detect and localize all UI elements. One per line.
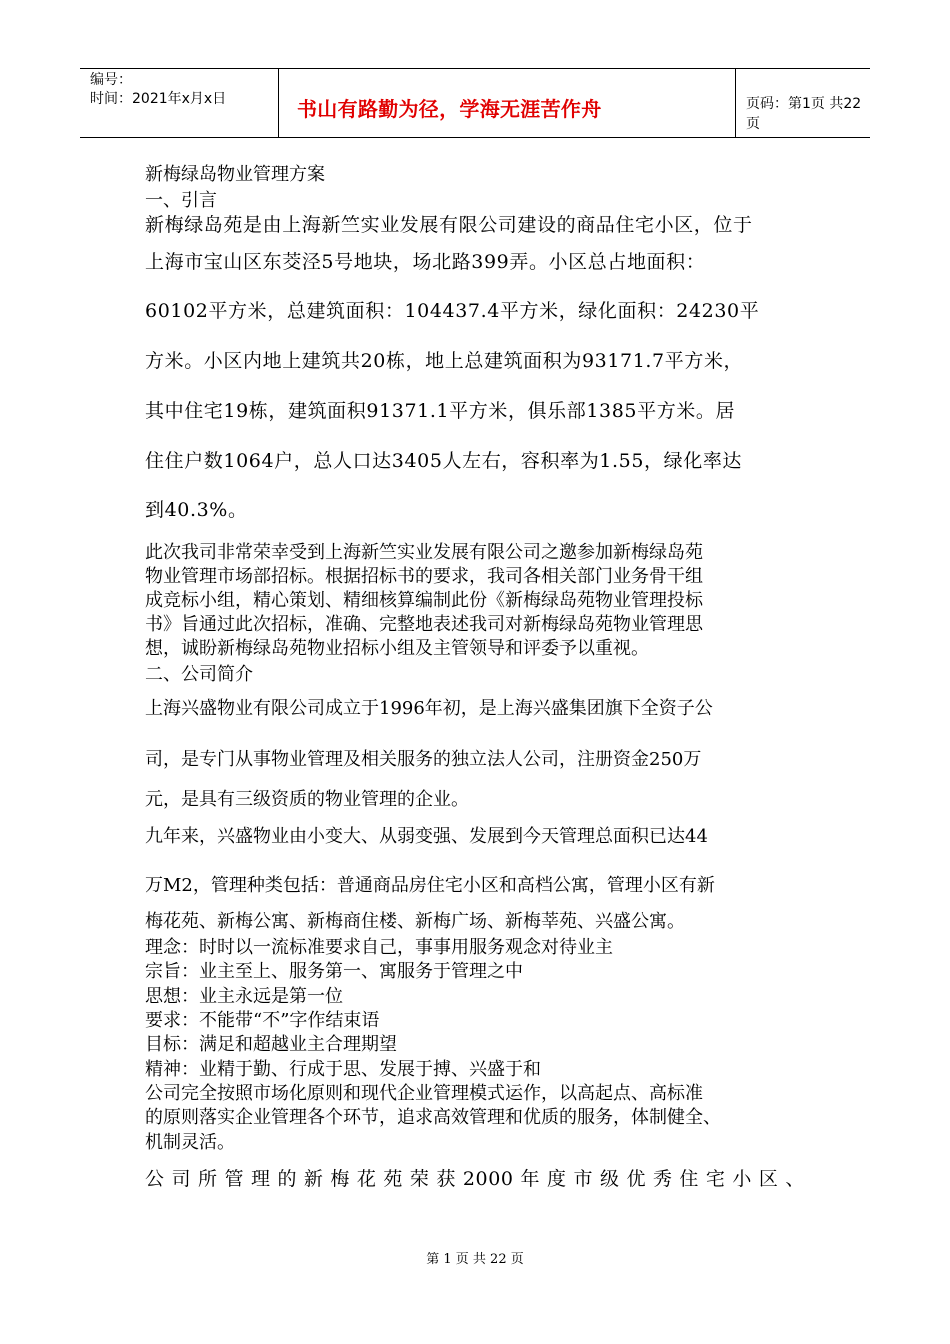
text-line: 上海兴盛物业有限公司成立于1996年初，是上海兴盛集团旗下全资子公 xyxy=(145,698,713,719)
text-line: 目标：满足和超越业主合理期望 xyxy=(145,1034,397,1055)
text-line: 的原则落实企业管理各个环节，追求高效管理和优质的服务，体制健全、 xyxy=(145,1107,721,1128)
text-line: 此次我司非常荣幸受到上海新竺实业发展有限公司之邀参加新梅绿岛苑 xyxy=(145,542,703,563)
motto: 书山有路勤为径，学海无涯苦作舟 xyxy=(297,97,602,121)
text-line: 梅花苑、新梅公寓、新梅商住楼、新梅广场、新梅莘苑、兴盛公寓。 xyxy=(145,911,685,932)
text-line: 物业管理市场部招标。根据招标书的要求，我司各相关部门业务骨干组 xyxy=(145,566,703,587)
text-line: 新梅绿岛苑是由上海新竺实业发展有限公司建设的商品住宅小区，位于 xyxy=(145,214,753,236)
text-line: 方米。小区内地上建筑共20栋，地上总建筑面积为93171.7平方米， xyxy=(145,350,744,372)
number-label: 编号： xyxy=(90,72,132,88)
text-line: 万M2，管理种类包括：普通商品房住宅小区和高档公寓，管理小区有新 xyxy=(145,875,715,896)
text-line: 成竞标小组，精心策划、精细核算编制此份《新梅绿岛苑物业管理投标 xyxy=(145,590,703,611)
text-line: 要求：不能带“不”字作结束语 xyxy=(145,1010,380,1031)
doc-title: 新梅绿岛物业管理方案 xyxy=(145,164,325,185)
section-heading: 一、引言 xyxy=(145,190,217,211)
section-heading: 二、公司简介 xyxy=(145,664,253,685)
text-line: 理念：时时以一流标准要求自己，事事用服务观念对待业主 xyxy=(145,937,613,958)
text-line: 元，是具有三级资质的物业管理的企业。 xyxy=(145,789,469,810)
page-footer: 第 1 页 共 22 页 xyxy=(426,1252,524,1267)
text-line: 其中住宅19栋，建筑面积91371.1平方米，俱乐部1385平方米。居 xyxy=(145,400,736,422)
text-line: 想，诚盼新梅绿岛苑物业招标小组及主管领导和评委予以重视。 xyxy=(145,638,649,659)
text-line: 公司完全按照市场化原则和现代企业管理模式运作，以高起点、高标准 xyxy=(145,1083,703,1104)
page-info: 页码：第1页 共22页 xyxy=(746,96,862,132)
text-line: 住住户数1064户，总人口达3405人左右，容积率为1.55，绿化率达 xyxy=(145,450,743,472)
text-line: 宗旨：业主至上、服务第一、寓服务于管理之中 xyxy=(145,961,523,982)
text-line: 60102平方米，总建筑面积：104437.4平方米，绿化面积：24230平 xyxy=(145,300,760,322)
text-line: 思想：业主永远是第一位 xyxy=(145,986,343,1007)
text-line: 九年来，兴盛物业由小变大、从弱变强、发展到今天管理总面积已达44 xyxy=(145,826,708,847)
text-line: 司，是专门从事物业管理及相关服务的独立法人公司，注册资金250万 xyxy=(145,749,702,770)
text-line: 上海市宝山区东茭泾5号地块，场北路399弄。小区总占地面积： xyxy=(145,251,706,273)
text-line: 公司所管理的新梅花苑荣获2000年度市级优秀住宅小区、 xyxy=(145,1168,805,1190)
date-label: 时间：2021年x月x日 xyxy=(90,91,227,107)
header-motto-cell xyxy=(279,69,736,137)
text-line: 精神：业精于勤、行成于思、发展于搏、兴盛于和 xyxy=(145,1059,541,1080)
text-line: 机制灵活。 xyxy=(145,1132,235,1153)
text-line: 到40.3%。 xyxy=(145,499,248,521)
page-header xyxy=(80,68,870,138)
text-line: 书》旨通过此次招标，准确、完整地表述我司对新梅绿岛苑物业管理思 xyxy=(145,614,703,635)
header-meta xyxy=(80,69,279,137)
